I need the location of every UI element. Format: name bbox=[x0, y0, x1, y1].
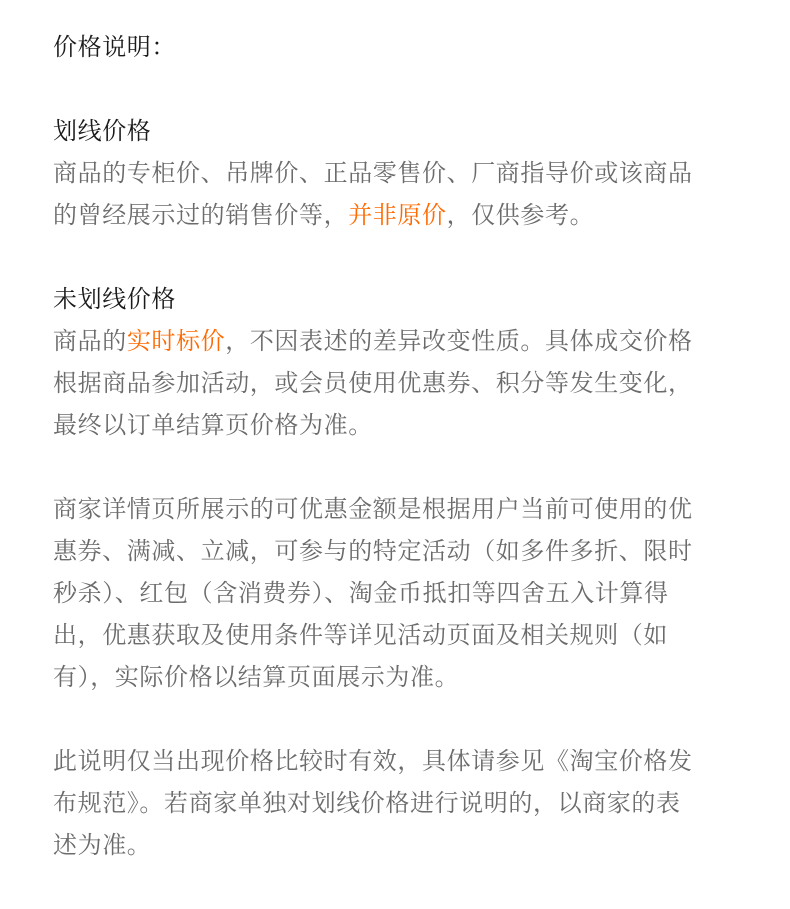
spacer bbox=[53, 698, 743, 740]
validity-text-line: 布规范》。若商家单独对划线价格进行说明的，以商家的表 bbox=[53, 789, 681, 817]
validity-text-line: 此说明仅当出现价格比较时有效，具体请参见《淘宝价格发 bbox=[53, 747, 693, 775]
discount-text-line: 有），实际价格以结算页面展示为准。 bbox=[53, 663, 460, 691]
validity-text-line: 述为准。 bbox=[53, 831, 152, 859]
discount-text-line: 惠券、满减、立减，可参与的特定活动（如多件多折、限时 bbox=[53, 537, 693, 565]
text-segment: ，不因表述的差异改变性质。具体成交价格 bbox=[225, 327, 693, 355]
highlight-realtime-price: 实时标价 bbox=[126, 327, 226, 355]
spacer bbox=[53, 446, 743, 488]
page-title: 价格说明： bbox=[53, 33, 176, 61]
non-strikethrough-text-line: 最终以订单结算页价格为准。 bbox=[53, 411, 373, 439]
non-strikethrough-text-line: 根据商品参加活动，或会员使用优惠券、积分等发生变化， bbox=[53, 369, 693, 397]
strikethrough-text-line bbox=[53, 194, 743, 236]
text-segment: 商品的 bbox=[53, 327, 127, 355]
text-segment: ，仅供参考。 bbox=[446, 201, 595, 229]
spacer bbox=[53, 68, 743, 110]
strikethrough-heading: 划线价格 bbox=[53, 117, 152, 145]
discount-text-line: 商家详情页所展示的可优惠金额是根据用户当前可使用的优 bbox=[53, 495, 693, 523]
text-segment: 的曾经展示过的销售价等， bbox=[53, 201, 349, 229]
highlight-not-original-price: 并非原价 bbox=[348, 201, 447, 229]
discount-text-line: 秒杀）、红包（含消费券）、淘金币抵扣等四舍五入计算得 bbox=[53, 579, 669, 607]
non-strikethrough-heading: 未划线价格 bbox=[53, 285, 176, 313]
strikethrough-text-line: 商品的专柜价、吊牌价、正品零售价、厂商指导价或该商品 bbox=[53, 159, 693, 187]
price-explanation bbox=[53, 26, 743, 866]
discount-text-line: 出，优惠获取及使用条件等详见活动页面及相关规则（如 bbox=[53, 621, 668, 649]
non-strikethrough-text-line bbox=[53, 320, 743, 362]
spacer bbox=[53, 236, 743, 278]
